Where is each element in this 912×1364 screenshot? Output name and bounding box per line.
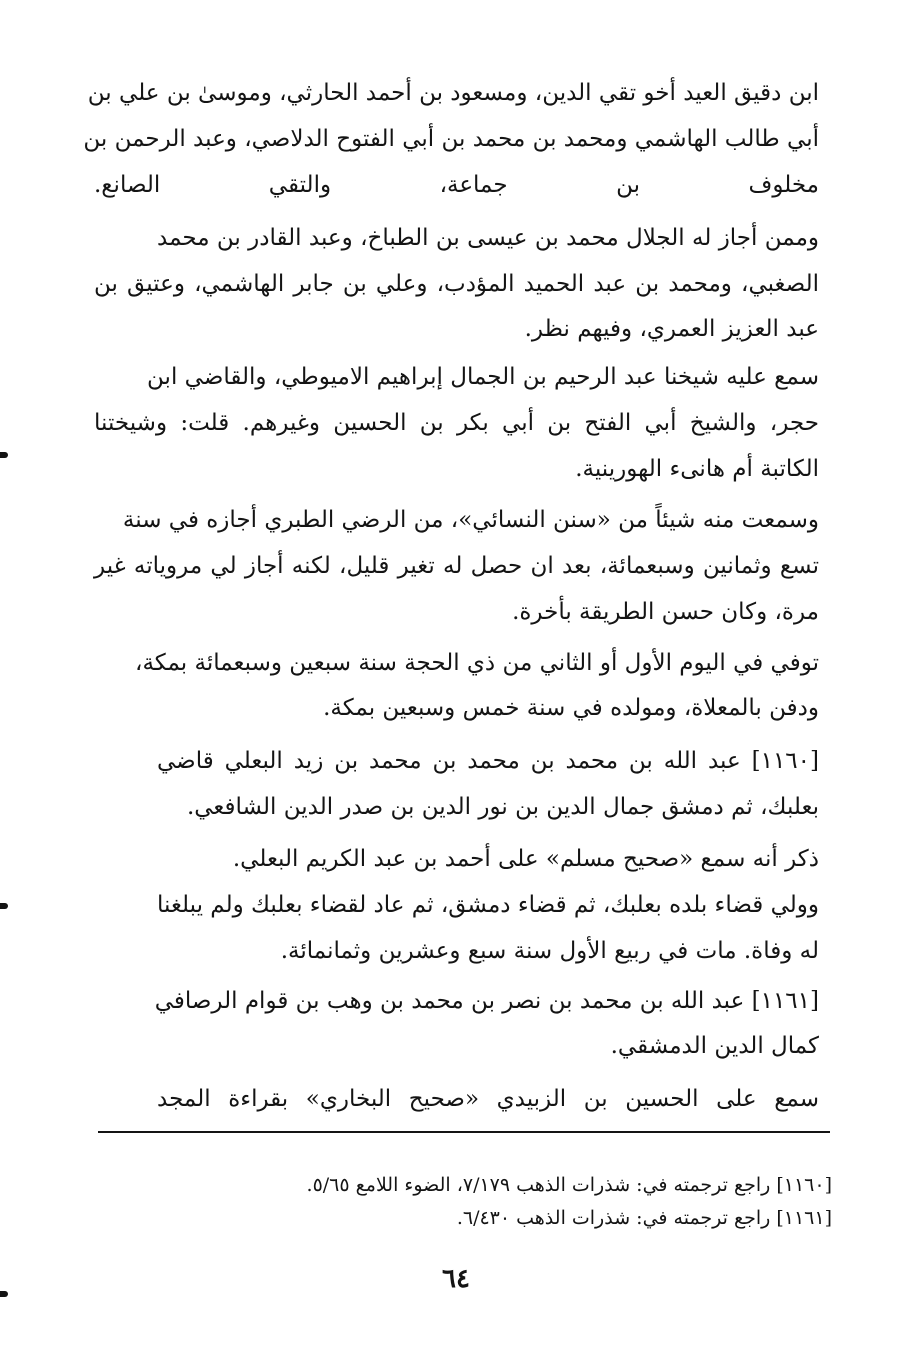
scan-edge-mark [0, 452, 8, 458]
page-number: ٦٤ [442, 1264, 470, 1294]
text-line: عبد العزيز العمري، وفيهم نظر. [524, 316, 819, 342]
scan-edge-mark [0, 903, 8, 909]
text-line: بعلبك، ثم دمشق جمال الدين بن نور الدين بن صدر الدين الشافعي. [186, 794, 819, 820]
entry-1161-heading: [١١٦١] عبد الله بن محمد بن نصر بن محمد بن وهب بن قوام الرصافي [154, 988, 819, 1014]
text-line: وولي قضاء بلده بعلبك، ثم قضاء دمشق، ثم عاد لقضاء بعلبك ولم يبلغنا [157, 892, 819, 918]
text-line: وممن أجاز له الجلال محمد بن عيسى بن الطباخ، وعبد القادر بن محمد [157, 225, 819, 251]
text-line: ودفن بالمعلاة، ومولده في سنة خمس وسبعين بمكة. [323, 695, 819, 721]
text-line: ذكر أنه سمع «صحيح مسلم» على أحمد بن عبد الكريم البعلي. [232, 846, 819, 872]
text-line: الصغبي، ومحمد بن عبد الحميد المؤدب، وعلي بن جابر الهاشمي، وعتيق بن [94, 271, 819, 297]
text-line: أبي طالب الهاشمي ومحمد بن محمد بن أبي الفتوح الدلاصي، وعبد الرحمن بن [83, 126, 819, 152]
scan-edge-mark [0, 1291, 8, 1297]
text-line: حجر، والشيخ أبي الفتح بن أبي بكر بن الحسين وغيرهم. قلت: وشيختنا [94, 410, 819, 436]
text-line: توفي في اليوم الأول أو الثاني من ذي الحجة سنة سبعين وسبعمائة بمكة، [135, 650, 819, 676]
text-line: تسع وثمانين وسبعمائة، بعد ان حصل له تغير قليل، لكنه أجاز لي مروياته غير [94, 553, 819, 579]
footnote-rule [98, 1131, 830, 1133]
footnote-1161: [١١٦١] راجع ترجمته في: شذرات الذهب ٦/٤٣٠. [456, 1207, 832, 1229]
entry-1160-heading: [١١٦٠] عبد الله بن محمد بن محمد بن محمد بن زيد البعلي قاضي [157, 748, 819, 774]
text-line: سمع على الحسين بن الزبيدي «صحيح البخاري» بقراءة المجد [157, 1086, 819, 1112]
text-line: مخلوف بن جماعة، والتقي الصانع. [94, 172, 819, 198]
text-line: وسمعت منه شيئاً من «سنن النسائي»، من الرضي الطبري أجازه في سنة [122, 507, 819, 533]
text-line: سمع عليه شيخنا عبد الرحيم بن الجمال إبراهيم الاميوطي، والقاضي ابن [147, 364, 819, 390]
text-line: مرة، وكان حسن الطريقة بأخرة. [512, 599, 819, 625]
text-line: كمال الدين الدمشقي. [610, 1033, 819, 1059]
text-line: له وفاة. مات في ربيع الأول سنة سبع وعشرين وثمانمائة. [280, 938, 819, 964]
footnote-1160: [١١٦٠] راجع ترجمته في: شذرات الذهب ٧/١٧٩، الضوء اللامع ٥/٦٥. [306, 1174, 832, 1196]
text-line: ابن دقيق العيد أخو تقي الدين، ومسعود بن أحمد الحارثي، وموسىٰ بن علي بن [87, 80, 819, 106]
text-line: الكاتبة أم هانىء الهورينية. [575, 456, 819, 482]
